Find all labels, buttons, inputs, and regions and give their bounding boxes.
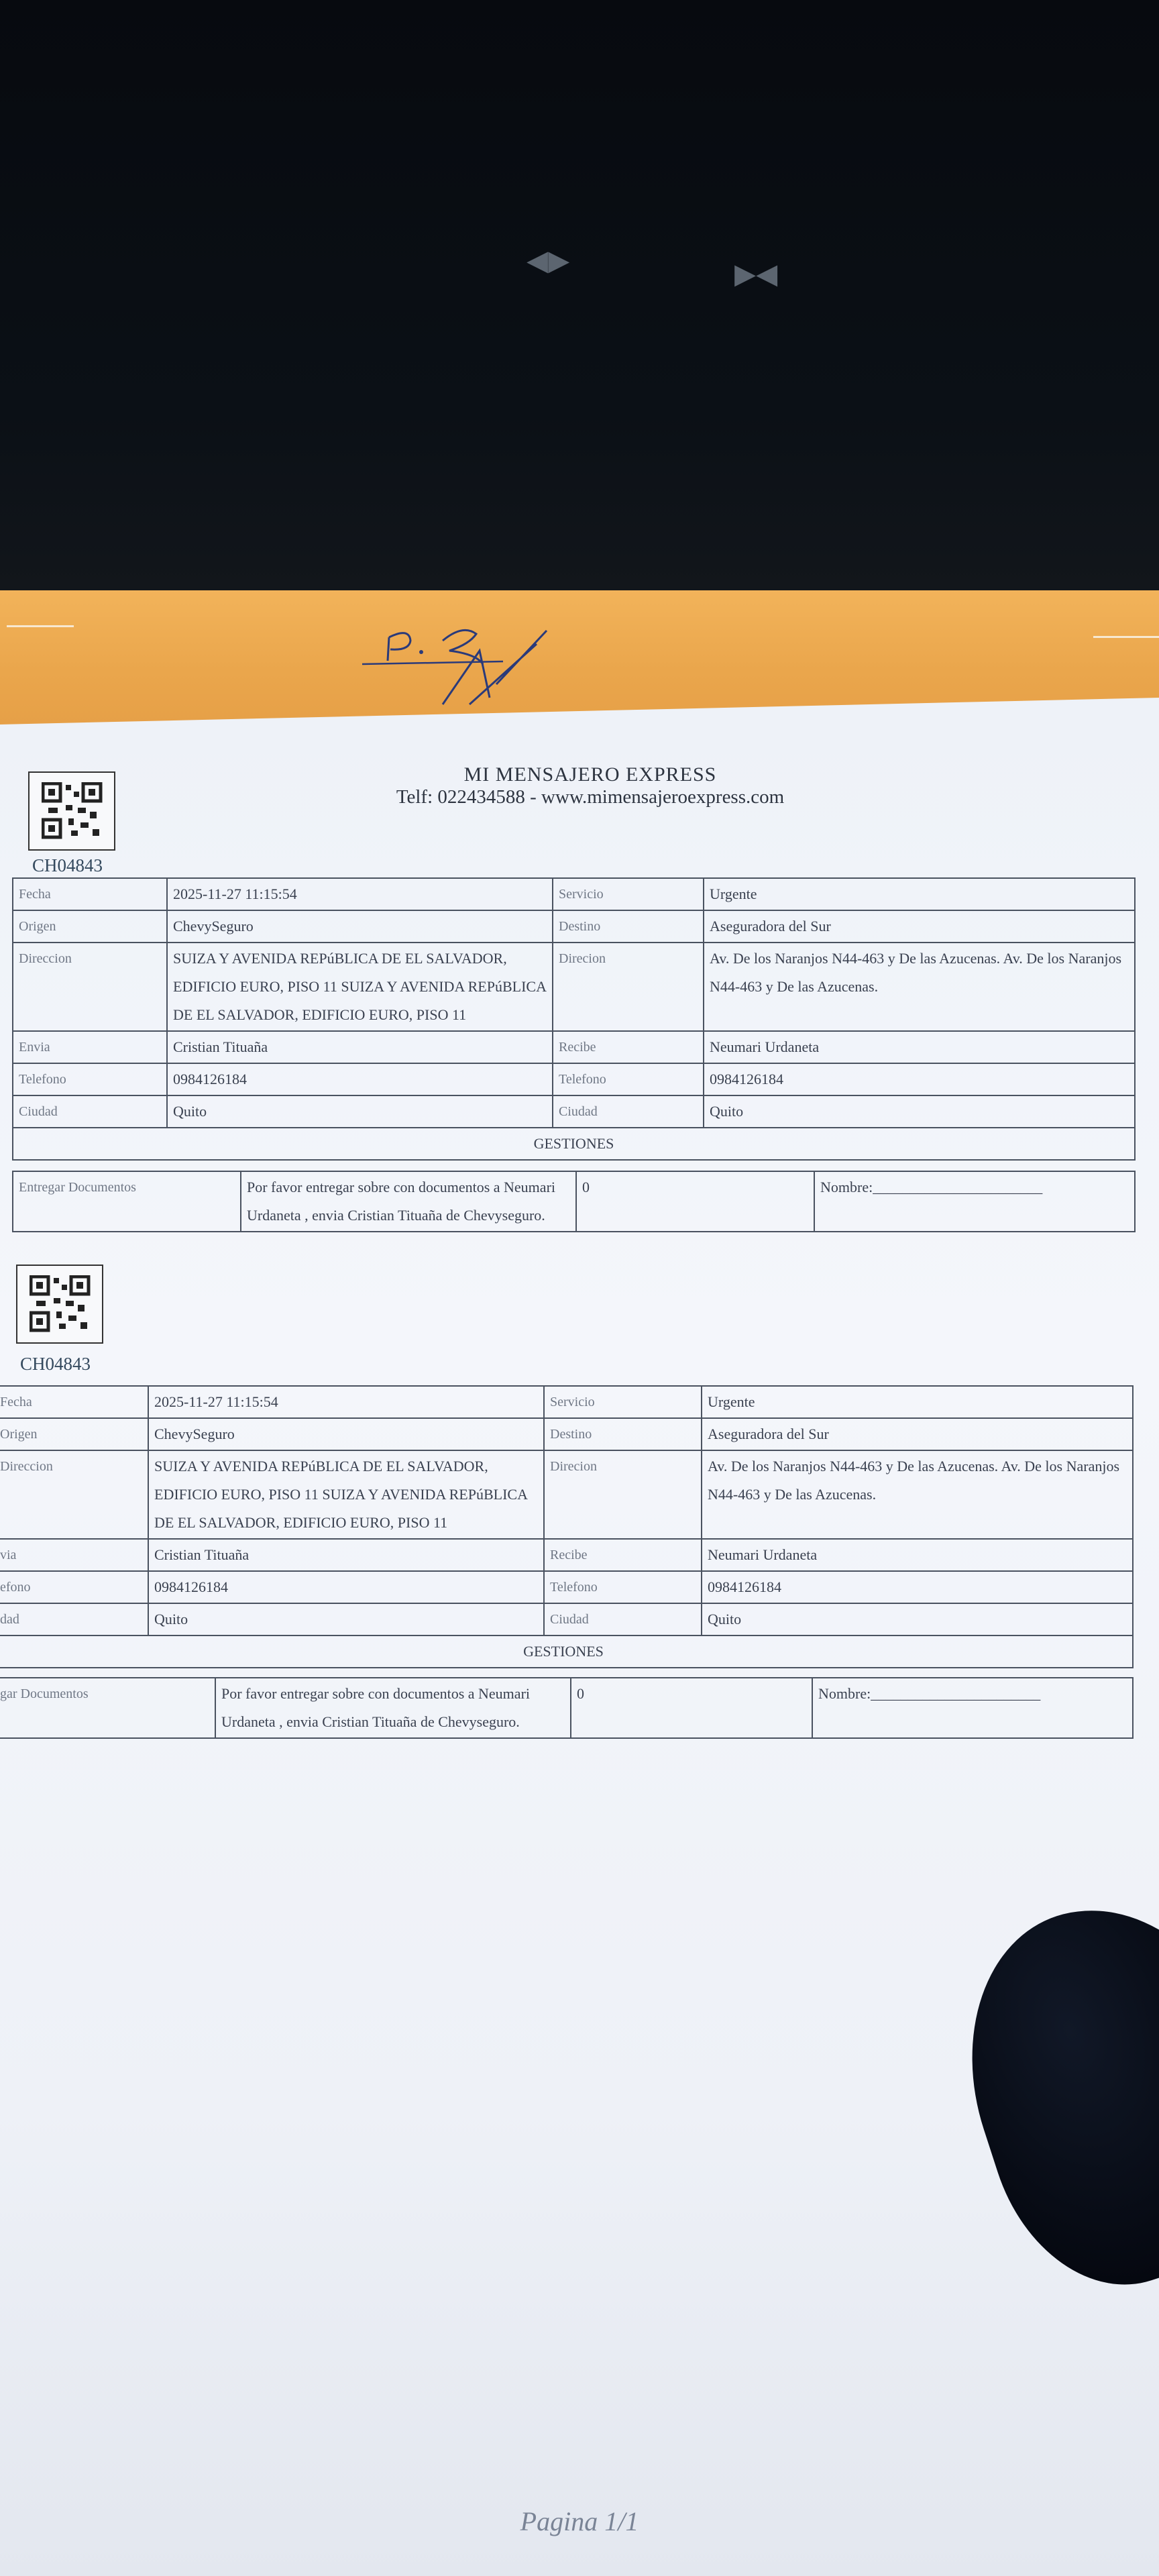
envelope-fold-line-left [7,625,74,627]
fecha-label: Fecha [0,1386,148,1418]
table-row [0,1418,1133,1450]
origen-value: ChevySeguro [167,910,553,943]
company-name: MI MENSAJERO EXPRESS [463,763,717,786]
table-row [13,1171,1135,1232]
direccion-destino-label: Direcion [544,1450,702,1539]
gestiones-table [0,1677,1134,1739]
recibe-value: Neumari Urdaneta [702,1539,1133,1571]
ciudad-value: Quito [148,1603,544,1635]
destino-label: Destino [553,910,704,943]
tracking-code: CH04843 [32,855,103,875]
table-row [0,1386,1133,1418]
dark-background [0,0,1159,590]
direccion-destino-value: Av. De los Naranjos N44-463 y De las Azucenas. Av. De los Naranjos N44-463 y De las Azucenas. [704,943,1135,1031]
table-row [13,1095,1135,1128]
telefono-value: 0984126184 [148,1571,544,1603]
envia-value: Cristian Tituaña [148,1539,544,1571]
servicio-value: Urgente [702,1386,1133,1418]
fecha-value: 2025-11-27 11:15:54 [148,1386,544,1418]
gestion-detalle: Por favor entregar sobre con documentos a Neumari Urdaneta , envia Cristian Tituaña de Chevyseguro. [241,1171,576,1232]
telefono-value: 0984126184 [167,1063,553,1095]
telefono-destino-value: 0984126184 [702,1571,1133,1603]
gestion-tipo: gar Documentos [0,1678,215,1738]
telefono-label: efono [0,1571,148,1603]
envia-value: Cristian Tituaña [167,1031,553,1063]
page-number: Pagina 1/1 [520,2506,639,2536]
table-row [13,1031,1135,1063]
door-sign-left-icon: ◂▸ [527,235,570,284]
table-row [0,1539,1133,1571]
qr-code-icon [28,771,115,851]
recibe-label: Recibe [544,1539,702,1571]
direccion-origen-value: SUIZA Y AVENIDA REPúBLICA DE EL SALVADOR, EDIFICIO EURO, PISO 11 SUIZA Y AVENIDA REPúBLICA DE EL SALVADOR, EDIFICIO EURO, PISO 11 [148,1450,544,1539]
servicio-value: Urgente [704,878,1135,910]
direccion-origen-value: SUIZA Y AVENIDA REPúBLICA DE EL SALVADOR, EDIFICIO EURO, PISO 11 SUIZA Y AVENIDA REPúBLICA DE EL SALVADOR, EDIFICIO EURO, PISO 11 [167,943,553,1031]
tracking-code: CH04843 [20,1354,91,1374]
gestiones-heading: GESTIONES [13,1128,1135,1160]
ciudad-label: dad [0,1603,148,1635]
telefono-label: Telefono [13,1063,167,1095]
table-row [0,1571,1133,1603]
direccion-destino-value: Av. De los Naranjos N44-463 y De las Azucenas. Av. De los Naranjos N44-463 y De las Azucenas. [702,1450,1133,1539]
door-sign-right-icon: ▸◂ [734,248,778,298]
nombre-field: Nombre:_______________________ [814,1171,1135,1232]
recibe-label: Recibe [553,1031,704,1063]
nombre-field: Nombre:_______________________ [812,1678,1133,1738]
ciudad-destino-value: Quito [704,1095,1135,1128]
ciudad-destino-value: Quito [702,1603,1133,1635]
table-row [13,878,1135,910]
telefono-destino-label: Telefono [553,1063,704,1095]
ciudad-destino-label: Ciudad [553,1095,704,1128]
destino-value: Aseguradora del Sur [702,1418,1133,1450]
shipment-table [12,877,1136,1161]
gestion-detalle: Por favor entregar sobre con documentos a Neumari Urdaneta , envia Cristian Tituaña de Chevyseguro. [215,1678,571,1738]
gestiones-table [12,1171,1136,1232]
servicio-label: Servicio [544,1386,702,1418]
destino-value: Aseguradora del Sur [704,910,1135,943]
company-contact: Telf: 022434588 - www.mimensajeroexpress.com [396,786,785,808]
shipment-table [0,1385,1134,1668]
envia-label: Envia [13,1031,167,1063]
gestiones-heading: GESTIONES [0,1635,1133,1668]
table-row [13,1128,1135,1160]
gestion-tipo: Entregar Documentos [13,1171,241,1232]
ciudad-label: Ciudad [13,1095,167,1128]
telefono-destino-value: 0984126184 [704,1063,1135,1095]
ciudad-destino-label: Ciudad [544,1603,702,1635]
direccion-destino-label: Direcion [553,943,704,1031]
direccion-label: Direccion [13,943,167,1031]
direccion-label: Direccion [0,1450,148,1539]
envia-label: via [0,1539,148,1571]
gestion-cantidad: 0 [571,1678,812,1738]
servicio-label: Servicio [553,878,704,910]
telefono-destino-label: Telefono [544,1571,702,1603]
fecha-value: 2025-11-27 11:15:54 [167,878,553,910]
table-row [0,1678,1133,1738]
origen-label: Origen [13,910,167,943]
destino-label: Destino [544,1418,702,1450]
table-row [0,1603,1133,1635]
table-row [0,1450,1133,1539]
recibe-value: Neumari Urdaneta [704,1031,1135,1063]
ciudad-value: Quito [167,1095,553,1128]
origen-label: Origen [0,1418,148,1450]
origen-value: ChevySeguro [148,1418,544,1450]
table-row [13,943,1135,1031]
gestion-cantidad: 0 [576,1171,814,1232]
qr-code-icon [16,1265,103,1344]
envelope-fold-line-right [1093,636,1159,638]
table-row [0,1635,1133,1668]
fecha-label: Fecha [13,878,167,910]
handwritten-note [362,604,617,711]
table-row [13,910,1135,943]
table-row [13,1063,1135,1095]
